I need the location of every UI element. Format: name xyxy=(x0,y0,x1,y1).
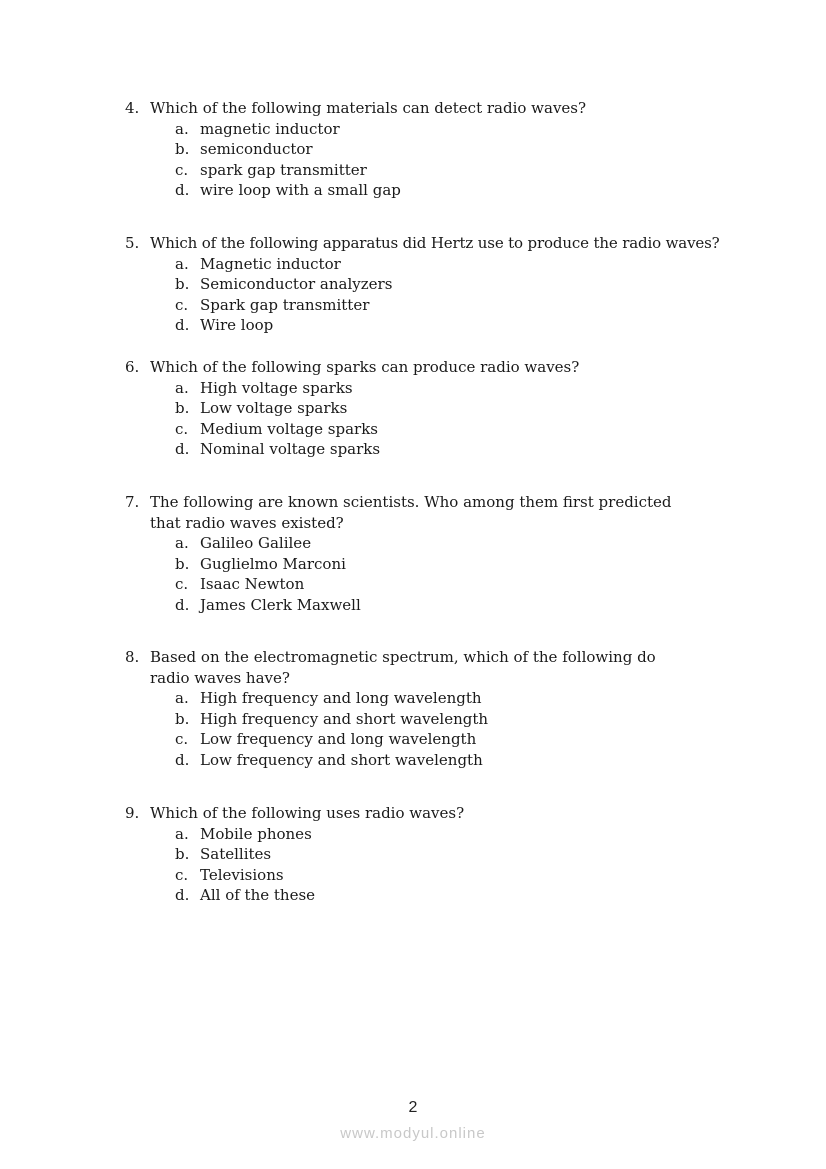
question-number: 4. xyxy=(125,99,140,117)
option-text: Galileo Galilee xyxy=(200,534,312,553)
option-list xyxy=(125,119,745,201)
option-letter: c. xyxy=(175,160,189,179)
option-letter: b. xyxy=(175,140,190,159)
option-b xyxy=(175,709,745,730)
question-number: 9. xyxy=(125,804,140,822)
option-d xyxy=(175,315,745,336)
option-letter: d. xyxy=(175,440,190,459)
question-text: Which of the following apparatus did Hertz use to produce the radio waves? xyxy=(150,234,720,252)
option-c xyxy=(175,295,745,316)
option-text: Mobile phones xyxy=(200,824,312,843)
option-c xyxy=(175,160,745,181)
option-text: Televisions xyxy=(200,865,284,884)
page-number: 2 xyxy=(408,1099,418,1116)
question-5 xyxy=(125,233,745,336)
option-text: Guglielmo Marconi xyxy=(200,554,346,573)
question-9 xyxy=(125,803,745,906)
option-letter: a. xyxy=(175,824,189,843)
option-letter: b. xyxy=(175,399,190,418)
option-letter: a. xyxy=(175,254,189,273)
question-number: 6. xyxy=(125,358,140,376)
watermark-text: www.modyul.online xyxy=(340,1125,486,1142)
option-letter: c. xyxy=(175,730,189,749)
option-letter: b. xyxy=(175,275,190,294)
option-text: Low frequency and short wavelength xyxy=(200,750,483,769)
option-letter: d. xyxy=(175,595,190,614)
option-text: Semiconductor analyzers xyxy=(200,275,393,294)
question-text: Which of the following sparks can produce radio waves? xyxy=(150,358,580,376)
question-stem xyxy=(125,357,745,378)
option-text: High frequency and short wavelength xyxy=(200,709,489,728)
question-text: Which of the following uses radio waves? xyxy=(150,804,465,822)
option-b xyxy=(175,139,745,160)
option-text: High voltage sparks xyxy=(200,378,353,397)
option-letter: c. xyxy=(175,575,189,594)
option-text: Isaac Newton xyxy=(200,575,305,594)
option-letter: b. xyxy=(175,554,190,573)
option-text: High frequency and long wavelength xyxy=(200,689,482,708)
option-text: wire loop with a small gap xyxy=(200,181,401,200)
option-b xyxy=(175,398,745,419)
option-c xyxy=(175,865,745,886)
question-number: 8. xyxy=(125,648,140,666)
question-number: 7. xyxy=(125,493,140,511)
question-number: 5. xyxy=(125,234,140,252)
question-text: The following are known scientists. Who among them first predicted that radio waves existed? xyxy=(150,493,672,532)
option-c xyxy=(175,574,745,595)
question-stem xyxy=(125,233,745,254)
option-letter: a. xyxy=(175,378,189,397)
option-list xyxy=(125,824,745,906)
question-8 xyxy=(125,647,745,771)
option-text: Wire loop xyxy=(200,316,274,335)
option-letter: d. xyxy=(175,750,190,769)
option-b xyxy=(175,274,745,295)
option-d xyxy=(175,180,745,201)
option-list xyxy=(125,533,745,615)
option-list xyxy=(125,378,745,460)
option-text: Medium voltage sparks xyxy=(200,419,379,438)
option-letter: a. xyxy=(175,534,189,553)
option-text: Low voltage sparks xyxy=(200,399,348,418)
option-text: magnetic inductor xyxy=(200,119,340,138)
option-b xyxy=(175,554,745,575)
option-letter: d. xyxy=(175,886,190,905)
option-c xyxy=(175,419,745,440)
question-stem xyxy=(125,647,745,688)
question-7 xyxy=(125,492,745,616)
option-letter: b. xyxy=(175,709,190,728)
option-letter: c. xyxy=(175,295,189,314)
option-list xyxy=(125,688,745,770)
option-text: Low frequency and long wavelength xyxy=(200,730,477,749)
option-letter: a. xyxy=(175,119,189,138)
option-b xyxy=(175,844,745,865)
option-text: Spark gap transmitter xyxy=(200,295,370,314)
question-text: Based on the electromagnetic spectrum, which of the following do radio waves have? xyxy=(150,648,656,687)
option-a xyxy=(175,824,745,845)
question-stem xyxy=(125,803,745,824)
question-6 xyxy=(125,357,745,460)
option-d xyxy=(175,439,745,460)
option-a xyxy=(175,533,745,554)
option-letter: d. xyxy=(175,316,190,335)
option-letter: a. xyxy=(175,689,189,708)
option-list xyxy=(125,254,745,336)
option-text: spark gap transmitter xyxy=(200,160,367,179)
option-text: Nominal voltage sparks xyxy=(200,440,381,459)
option-text: James Clerk Maxwell xyxy=(200,595,361,614)
option-text: Satellites xyxy=(200,845,272,864)
option-a xyxy=(175,254,745,275)
option-text: All of the these xyxy=(200,886,316,905)
option-d xyxy=(175,750,745,771)
question-stem xyxy=(125,492,745,533)
option-d xyxy=(175,885,745,906)
option-a xyxy=(175,688,745,709)
option-d xyxy=(175,595,745,616)
option-a xyxy=(175,119,745,140)
option-a xyxy=(175,378,745,399)
question-4 xyxy=(125,98,745,201)
option-c xyxy=(175,729,745,750)
option-text: Magnetic inductor xyxy=(200,254,341,273)
question-text: Which of the following materials can detect radio waves? xyxy=(150,99,587,117)
question-stem xyxy=(125,98,745,119)
option-letter: c. xyxy=(175,419,189,438)
option-letter: d. xyxy=(175,181,190,200)
option-letter: c. xyxy=(175,865,189,884)
option-letter: b. xyxy=(175,845,190,864)
option-text: semiconductor xyxy=(200,140,313,159)
